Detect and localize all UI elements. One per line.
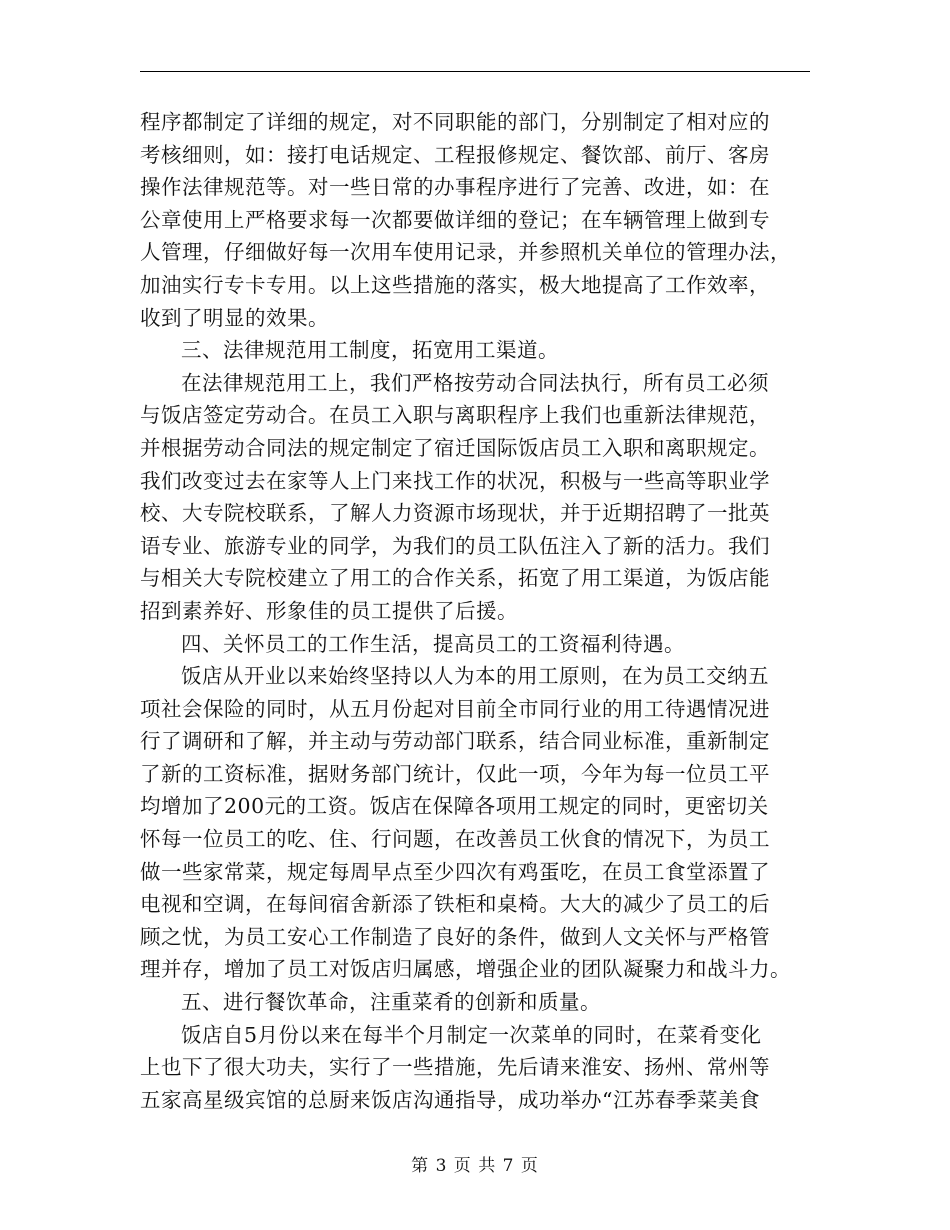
text-line: 三、法律规范用工制度，拓宽用工渠道。 (181, 338, 559, 363)
text-line: 操作法律规范等。对一些日常的办事程序进行了完善、改进，如：在 (140, 175, 770, 200)
text-line: 加油实行专卡专用。以上这些措施的落实，极大地提高了工作效率， (140, 272, 770, 297)
text-line: 程序都制定了详细的规定，对不同职能的部门，分别制定了相对应的 (140, 110, 770, 134)
header-rule (140, 71, 810, 72)
text-line: 收到了明显的效果。 (140, 305, 329, 330)
text-line: 行了调研和了解，并主动与劳动部门联系，结合同业标准，重新制定 (140, 729, 770, 754)
text-line: 在法律规范用工上，我们严格按劳动合同法执行，所有员工必须 (181, 370, 769, 395)
page-footer: 第 3 页 共 7 页 (411, 1156, 539, 1176)
text-line: 与相关大专院校建立了用工的合作关系，拓宽了用工渠道，为饭店能 (140, 566, 770, 591)
text-line: 并根据劳动合同法的规定制定了宿迁国际饭店员工入职和离职规定。 (140, 435, 770, 460)
text-line: 上也下了很大功夫，实行了一些措施，先后请来淮安、扬州、常州等 (140, 1055, 770, 1080)
text-line: 饭店自5月份以来在每半个月制定一次菜单的同时，在菜肴变化 (181, 1022, 762, 1047)
text-line: 公章使用上严格要求每一次都要做详细的登记；在车辆管理上做到专 (140, 207, 770, 232)
text-line: 怀每一位员工的吃、住、行问题，在改善员工伙食的情况下，为员工 (140, 827, 770, 852)
text-line: 五、进行餐饮革命，注重菜肴的创新和质量。 (181, 990, 601, 1015)
text-line: 考核细则，如：接打电话规定、工程报修规定、餐饮部、前厅、客房 (140, 142, 770, 167)
text-line: 饭店从开业以来始终坚持以人为本的用工原则，在为员工交纳五 (181, 664, 769, 689)
text-line: 理并存，增加了员工对饭店归属感，增强企业的团队凝聚力和战斗力。 (140, 957, 791, 982)
text-line: 校、大专院校联系，了解人力资源市场现状，并于近期招聘了一批英 (140, 501, 770, 526)
text-line: 招到素养好、形象佳的员工提供了后援。 (140, 598, 518, 623)
text-line: 做一些家常菜，规定每周早点至少四次有鸡蛋吃，在员工食堂添置了 (140, 859, 770, 884)
text-line: 我们改变过去在家等人上门来找工作的状况，积极与一些高等职业学 (140, 468, 770, 493)
text-line: 顾之忧，为员工安心工作制造了良好的条件，做到人文关怀与严格管 (140, 924, 770, 949)
text-line: 人管理，仔细做好每一次用车使用记录，并参照机关单位的管理办法， (140, 240, 791, 265)
text-line: 四、关怀员工的工作生活，提高员工的工资福利待遇。 (181, 631, 685, 656)
text-line: 项社会保险的同时，从五月份起对目前全市同行业的用工待遇情况进 (140, 696, 770, 721)
text-line: 与饭店签定劳动合。在员工入职与离职程序上我们也重新法律规范， (140, 403, 770, 428)
document-body (140, 106, 810, 1116)
text-line: 均增加了200元的工资。饭店在保障各项用工规定的同时，更密切关 (140, 794, 769, 819)
text-line: 了新的工资标准，据财务部门统计，仅此一项，今年为每一位员工平 (140, 761, 770, 786)
text-line: 五家高星级宾馆的总厨来饭店沟通指导，成功举办“江苏春季菜美食 (140, 1087, 760, 1112)
text-line: 语专业、旅游专业的同学，为我们的员工队伍注入了新的活力。我们 (140, 533, 770, 558)
text-line: 电视和空调，在每间宿舍新添了铁柜和桌椅。大大的减少了员工的后 (140, 892, 770, 917)
